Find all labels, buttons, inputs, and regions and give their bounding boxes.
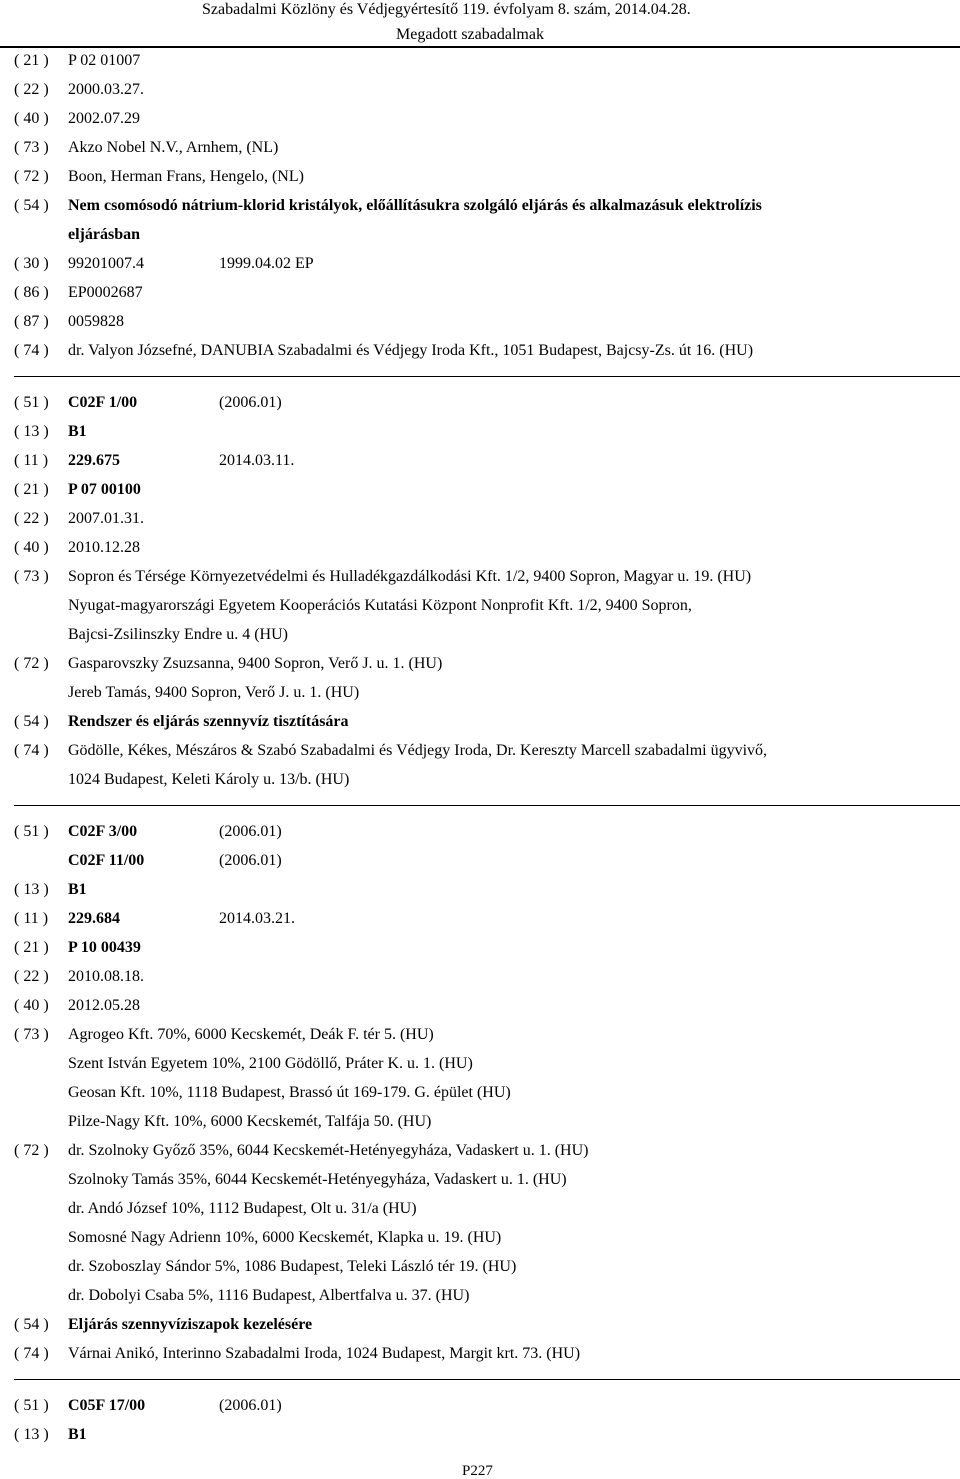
- entry-row: [14, 1165, 954, 1194]
- entry-value: B1: [68, 423, 87, 440]
- inid-code: ( 73 ): [14, 139, 49, 156]
- entry-row: [14, 1078, 954, 1107]
- entry-row: [14, 75, 954, 104]
- entry-row: [14, 533, 954, 562]
- entry-value: 99201007.4: [68, 255, 144, 272]
- inid-code: ( 74 ): [14, 742, 49, 759]
- entry-row: [14, 1252, 954, 1281]
- inid-code: ( 21 ): [14, 481, 49, 498]
- entry-row: [14, 336, 954, 365]
- entry-value: EP0002687: [68, 284, 143, 301]
- entry-value: Szolnoky Tamás 35%, 6044 Kecskemét-Hetényegyháza, Vadaskert u. 1. (HU): [68, 1171, 567, 1188]
- inid-code: ( 73 ): [14, 1026, 49, 1043]
- patent-entry: [14, 817, 954, 1368]
- entry-row: [14, 591, 954, 620]
- entry-value: Pilze-Nagy Kft. 10%, 6000 Kecskemét, Talfája 50. (HU): [68, 1113, 432, 1130]
- entry-value: Jereb Tamás, 9400 Sopron, Verő J. u. 1. (HU): [68, 684, 360, 701]
- entry-row: [14, 1194, 954, 1223]
- inid-code: ( 73 ): [14, 568, 49, 585]
- entry-value: dr. Valyon Józsefné, DANUBIA Szabadalmi és Védjegy Iroda Kft., 1051 Budapest, Bajcsy-Zs. út 16. (HU): [68, 342, 754, 359]
- entry-row: [14, 962, 954, 991]
- inid-code: ( 13 ): [14, 1426, 49, 1443]
- inid-code: ( 72 ): [14, 655, 49, 672]
- inid-code: ( 22 ): [14, 81, 49, 98]
- entry-row: [14, 817, 954, 846]
- entry-row: [14, 1310, 954, 1339]
- entry-row: [14, 875, 954, 904]
- entry-value: Boon, Herman Frans, Hengelo, (NL): [68, 168, 304, 185]
- entry-row: [14, 1420, 954, 1449]
- entry-row: [14, 1281, 954, 1310]
- inid-code: ( 30 ): [14, 255, 49, 272]
- entry-value: Várnai Anikó, Interinno Szabadalmi Iroda, 1024 Budapest, Margit krt. 73. (HU): [68, 1345, 581, 1362]
- inid-code: ( 87 ): [14, 313, 49, 330]
- entry-value: C02F 3/00: [68, 823, 138, 840]
- entry-value: Rendszer és eljárás szennyvíz tisztítására: [68, 713, 349, 730]
- inid-code: ( 40 ): [14, 110, 49, 127]
- entry-row: [14, 765, 954, 794]
- entry-value: 2012.05.28: [68, 997, 140, 1014]
- entry-row: [14, 220, 954, 249]
- entry-row: [14, 162, 954, 191]
- entry-row: [14, 562, 954, 591]
- entry-row: [14, 736, 954, 765]
- entry-row: [14, 1391, 954, 1420]
- entry-value: Agrogeo Kft. 70%, 6000 Kecskemét, Deák F. tér 5. (HU): [68, 1026, 434, 1043]
- inid-code: ( 22 ): [14, 510, 49, 527]
- entry-value: Bajcsi-Zsilinszky Endre u. 4 (HU): [68, 626, 288, 643]
- entry-value: Somosné Nagy Adrienn 10%, 6000 Kecskemét, Klapka u. 19. (HU): [68, 1229, 502, 1246]
- section-title: Megadott szabadalmak: [396, 26, 544, 43]
- entry-value: Nyugat-magyarországi Egyetem Kooperációs Kutatási Központ Nonprofit Kft. 1/2, 9400 Sopron,: [68, 597, 692, 614]
- entry-separator: [14, 365, 954, 388]
- entry-value: 2000.03.27.: [68, 81, 144, 98]
- inid-code: ( 21 ): [14, 939, 49, 956]
- entry-value: Eljárás szennyvíziszapok kezelésére: [68, 1316, 313, 1333]
- entry-value: Sopron és Térsége Környezetvédelmi és Hulladékgazdálkodási Kft. 1/2, 9400 Sopron, Magyar u. 19. (HU): [68, 568, 752, 585]
- entry-value: B1: [68, 1426, 87, 1443]
- page-number: P227: [462, 1463, 493, 1479]
- inid-code: ( 74 ): [14, 1345, 49, 1362]
- inid-code: ( 13 ): [14, 881, 49, 898]
- entry-value: Gödölle, Kékes, Mészáros & Szabó Szabadalmi és Védjegy Iroda, Dr. Kereszty Marcell szabadalmi ügyvivő,: [68, 742, 768, 759]
- inid-code: ( 11 ): [14, 452, 49, 469]
- entry-value: eljárásban: [68, 226, 140, 243]
- entry-row: [14, 388, 954, 417]
- entry-value: P 07 00100: [68, 481, 141, 498]
- entry-row: [14, 1107, 954, 1136]
- entry-value: Akzo Nobel N.V., Arnhem, (NL): [68, 139, 279, 156]
- entry-value: 2007.01.31.: [68, 510, 144, 527]
- entry-value: Nem csomósodó nátrium-klorid kristályok, előállításukra szolgáló eljárás és alkalmazásuk elektrolízis: [68, 197, 762, 214]
- entry-value: B1: [68, 881, 87, 898]
- inid-code: ( 72 ): [14, 168, 49, 185]
- entry-value: dr. Dobolyi Csaba 5%, 1116 Budapest, Albertfalva u. 37. (HU): [68, 1287, 470, 1304]
- entry-value: dr. Szoboszlay Sándor 5%, 1086 Budapest, Teleki László tér 19. (HU): [68, 1258, 517, 1275]
- patent-entry: [14, 388, 954, 794]
- entry-row: [14, 446, 954, 475]
- entry-separator: [14, 1368, 954, 1391]
- entry-value: 0059828: [68, 313, 124, 330]
- inid-code: ( 74 ): [14, 342, 49, 359]
- inid-code: ( 21 ): [14, 52, 49, 69]
- inid-code: ( 54 ): [14, 1316, 49, 1333]
- entry-row: [14, 620, 954, 649]
- inid-code: ( 11 ): [14, 910, 49, 927]
- entry-value: dr. Andó József 10%, 1112 Budapest, Olt u. 31/a (HU): [68, 1200, 417, 1217]
- entry-value: 1024 Budapest, Keleti Károly u. 13/b. (HU): [68, 771, 350, 788]
- inid-code: ( 13 ): [14, 423, 49, 440]
- entry-value: P 10 00439: [68, 939, 141, 956]
- entry-row: [14, 133, 954, 162]
- entry-date: 2014.03.11.: [219, 452, 295, 469]
- entry-row: [14, 46, 954, 75]
- entry-date: 2014.03.21.: [219, 910, 295, 927]
- entry-row: [14, 649, 954, 678]
- entry-row: [14, 278, 954, 307]
- entry-row: [14, 1136, 954, 1165]
- entry-value: C02F 11/00: [68, 852, 145, 869]
- entry-value: 2010.12.28: [68, 539, 140, 556]
- entry-value: 2010.08.18.: [68, 968, 144, 985]
- entry-date: (2006.01): [219, 823, 282, 840]
- inid-code: ( 72 ): [14, 1142, 49, 1159]
- entry-row: [14, 1020, 954, 1049]
- inid-code: ( 51 ): [14, 394, 49, 411]
- entry-row: [14, 191, 954, 220]
- patent-entry: [14, 46, 954, 365]
- entry-row: [14, 504, 954, 533]
- entry-value: 229.684: [68, 910, 120, 927]
- entry-row: [14, 307, 954, 336]
- inid-code: ( 86 ): [14, 284, 49, 301]
- entry-row: [14, 1223, 954, 1252]
- entry-date: (2006.01): [219, 394, 282, 411]
- inid-code: ( 51 ): [14, 823, 49, 840]
- entry-date: 1999.04.02 EP: [219, 255, 314, 272]
- entry-row: [14, 1049, 954, 1078]
- entry-value: dr. Szolnoky Győző 35%, 6044 Kecskemét-Hetényegyháza, Vadaskert u. 1. (HU): [68, 1142, 589, 1159]
- patent-entry: [14, 1391, 954, 1449]
- entry-value: P 02 01007: [68, 52, 141, 69]
- entry-value: Geosan Kft. 10%, 1118 Budapest, Brassó út 169-179. G. épület (HU): [68, 1084, 511, 1101]
- entry-row: [14, 678, 954, 707]
- inid-code: ( 22 ): [14, 968, 49, 985]
- journal-title: Szabadalmi Közlöny és Védjegyértesítő 119. évfolyam 8. szám, 2014.04.28.: [202, 1, 691, 18]
- entry-row: [14, 104, 954, 133]
- entry-date: (2006.01): [219, 1397, 282, 1414]
- entry-row: [14, 846, 954, 875]
- entry-value: Szent István Egyetem 10%, 2100 Gödöllő, Práter K. u. 1. (HU): [68, 1055, 473, 1072]
- entry-row: [14, 475, 954, 504]
- inid-code: ( 54 ): [14, 713, 49, 730]
- entry-row: [14, 1339, 954, 1368]
- entry-row: [14, 933, 954, 962]
- entry-value: C05F 17/00: [68, 1397, 146, 1414]
- entry-row: [14, 707, 954, 736]
- inid-code: ( 51 ): [14, 1397, 49, 1414]
- entry-value: Gasparovszky Zsuzsanna, 9400 Sopron, Verő J. u. 1. (HU): [68, 655, 443, 672]
- entry-row: [14, 991, 954, 1020]
- entry-value: C02F 1/00: [68, 394, 138, 411]
- inid-code: ( 40 ): [14, 539, 49, 556]
- entry-date: (2006.01): [219, 852, 282, 869]
- entry-value: 229.675: [68, 452, 120, 469]
- inid-code: ( 40 ): [14, 997, 49, 1014]
- entry-value: 2002.07.29: [68, 110, 140, 127]
- entry-row: [14, 904, 954, 933]
- entry-row: [14, 417, 954, 446]
- inid-code: ( 54 ): [14, 197, 49, 214]
- patent-entries: [14, 46, 954, 1449]
- entry-separator: [14, 794, 954, 817]
- entry-row: [14, 249, 954, 278]
